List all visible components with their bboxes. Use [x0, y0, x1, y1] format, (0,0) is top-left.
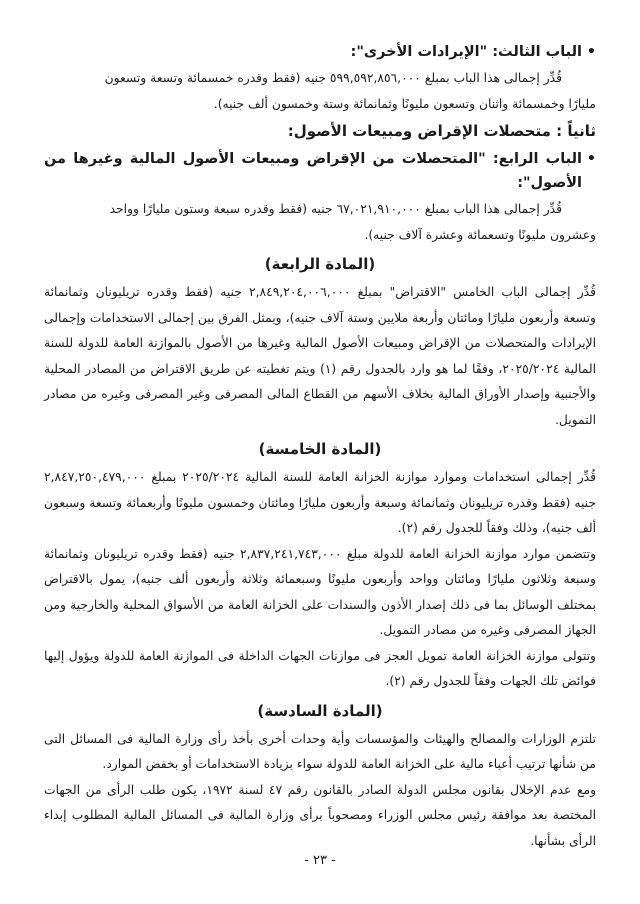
article4-heading: (المادة الرابعة) [264, 255, 376, 273]
article6-para-2: ومع عدم الإخلال بقانون مجلس الدولة الصادر بالقانون رقم ٤٧ لسنة ١٩٧٢، يكون طلب الرأى من الجهات المختصة بعد موافقة رئيس مجلس الوزراء ومصحوباً برأى وزارة المالية فى المسائل المالية المطلوب إبداء الرأى بشأنها. [44, 782, 597, 848]
article4-text: قُدِّر إجمالى الباب الخامس "الاقتراض" بمبلغ ٢,٨٤٩,٢٠٤,٠٠٦,٠٠٠ جنيه (فقط وقدره تريليونان وثمانمائة وتسعة وأربعون مليارًا ومائتان وأربعة ملايين وستة آلاف جنيه)، ويمثل الفرق بين إجمالى الاستخدامات وإجمالى الإيرادات والمتحصلات من الإقراض ومبيعات الأصول المالية وغيرها من الأصول بالموازنة العامة للدولة للسنة المالية ٢٠٢٥/٢٠٢٤، وفقًا لما هو وارد بالجدول رقم (١) ويتم تغطيته عن طريق الاقتراض من المصادر المحلية والأجنبية وإصدار الأوراق المالية بخلاف الأسهم من القطاع المالى المصرفى وغير المصرفى وغيره من مصادر التمويل. [44, 285, 596, 427]
article5-para-3: وتتولى موازنة الخزانة العامة تمويل العجز فى موازنات الجهات الداخلة فى الموازنة العامة للدولة ويؤول إليها فوائض تلك الجهات وفقاً للجدول رقم (٢). [44, 648, 596, 688]
article5-heading: (المادة الخامسة) [258, 440, 382, 458]
bab3-text-line-1: قُدِّر إجمالى هذا الباب بمبلغ ٥٩٩,٥٩٢,٨٥٦,٠٠٠ جنيه (فقط وقدره خمسمائة وتسعة وتسعون [104, 71, 562, 85]
bullet-icon: • [586, 151, 596, 167]
article6-para-1: تلتزم الوزارات والمصالح والهيئات والمؤسسات وأية وحدات أخرى بأخذ رأى وزارة المالية فى المسائل التى من شأنها ترتيب أعباء مالية على الخزانة العامة للدولة سواء بزيادة الاستخدامات أو بخفض الموارد. [44, 731, 596, 771]
bab4-heading: • الباب الرابع: "المتحصلات من الإقراض ومبيعات الأصول المالية وغيرها من الأصول": [44, 147, 596, 195]
page-number: - ٢٣ - [304, 853, 336, 868]
bab4-text-line-2: وعشرون مليونًا وتسعمائة وعشرة آلاف جنيه). [364, 227, 596, 242]
article6-heading: (المادة السادسة) [257, 701, 383, 720]
bab4-text-line-1: قُدِّر إجمالى هذا الباب بمبلغ ٦٧,٠٢١,٩١٠,٠٠٠ جنيه (فقط وقدره سبعة وستون مليارًا وواحد [109, 202, 562, 216]
article5-para-1: قُدِّر إجمالى استخدامات وموارد موازنة الخزانة العامة للسنة المالية ٢٠٢٥/٢٠٢٤ بمبلغ ٢,٨٤٧,٢٥٠,٤٧٩,٠٠٠ جنيه (فقط وقدره تريليونان وثمانمائة وسبعة وأربعون مليارًا ومائتان وخمسون مليونًا وأربعمائة وتسعة وسبعون ألف جنيه)، وذلك وفقاً للجدول رقم (٢). [44, 470, 596, 535]
article5-para-2: وتتضمن موارد موازنة الخزانة العامة للدولة مبلغ ٢,٨٣٧,٢٤١,٧٤٣,٠٠٠ جنيه (فقط وقدره تريليونان وثمانمائة وسبعة وثلاثون مليارًا ومائتان وواحد وأربعون مليونًا وسبعمائة وثلاثة وأربعون ألف جنيه)، يمول بالاقتراض بمختلف الوسائل بما فى ذلك إصدار الأذون والسندات على الخزانة العامة من الأسواق المحلية والخارجية ومن الجهاز المصرفى وغيره من مصادر التمويل. [44, 546, 597, 637]
thanian-heading: ثانياً : متحصلات الإقراض ومبيعات الأصول: [287, 122, 596, 140]
bullet-icon: • [586, 44, 596, 60]
bab3-heading: • الباب الثالث: "الإيرادات الأخرى": [44, 40, 596, 64]
bab3-text-line-2: مليارًا وخمسمائة واثنان وتسعون مليونًا وثمانمائة وستة وخمسون ألف جنيه). [213, 96, 596, 111]
